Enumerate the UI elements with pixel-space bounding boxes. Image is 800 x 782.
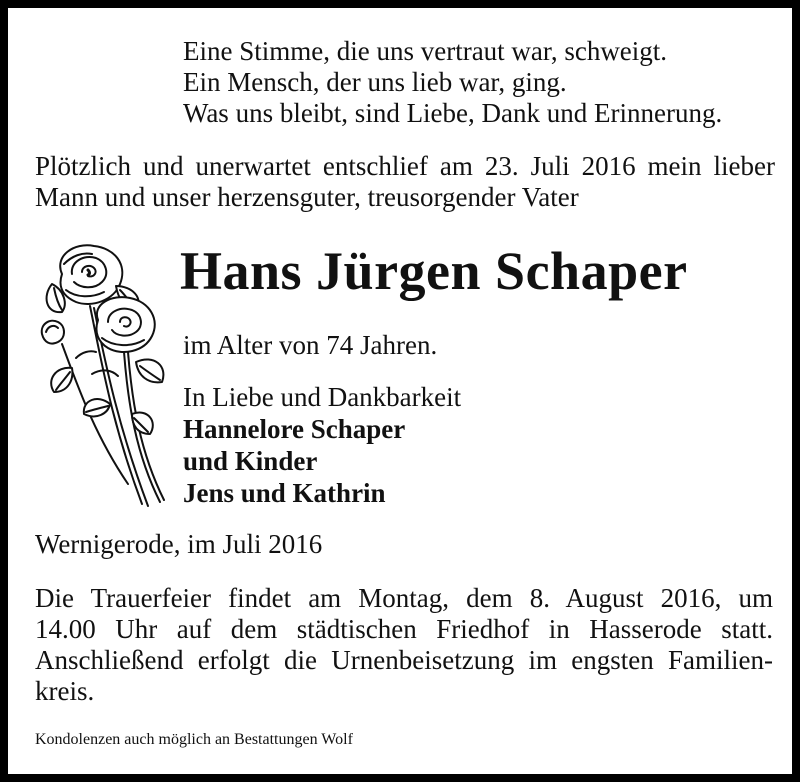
condolence-note: Kondolenzen auch möglich an Bestattungen Wolf	[35, 731, 353, 748]
mourners-lead: In Liebe und Dankbarkeit	[183, 382, 462, 412]
verse-line-1: Eine Stimme, die uns vertraut war, schweigt.	[183, 36, 668, 66]
verse-line-3: Was uns bleibt, sind Liebe, Dank und Erinnerung.	[183, 98, 723, 128]
announcement-line-1: Plötzlich und unerwartet entschlief am 23. Juli 2016 mein lieber	[35, 151, 775, 181]
verse-line-2: Ein Mensch, der uns lieb war, ging.	[183, 67, 567, 97]
deceased-name: Hans Jürgen Schaper	[180, 241, 688, 301]
funeral-details	[35, 583, 773, 707]
roses-illustration-icon	[32, 234, 182, 524]
announcement-line-2: Mann und unser herzensguter, treusorgender Vater	[35, 182, 579, 212]
memorial-verse	[183, 36, 763, 129]
place-date: Wernigerode, im Juli 2016	[35, 529, 323, 559]
funeral-line-4: kreis.	[35, 676, 95, 706]
death-announcement	[35, 151, 775, 213]
mourner-name-2: und Kinder	[183, 446, 318, 476]
funeral-line-3: Anschließend erfolgt die Urnenbeisetzung im engsten Familien-	[35, 645, 773, 675]
mourners-block	[183, 381, 461, 509]
funeral-line-2: 14.00 Uhr auf dem städtischen Friedhof in Hasserode statt.	[35, 614, 773, 644]
mourner-name-3: Jens und Kathrin	[183, 478, 386, 508]
mourner-name-1: Hannelore Schaper	[183, 414, 406, 444]
deceased-age: im Alter von 74 Jahren.	[183, 330, 438, 360]
funeral-line-1: Die Trauerfeier findet am Montag, dem 8. August 2016, um	[35, 583, 773, 613]
